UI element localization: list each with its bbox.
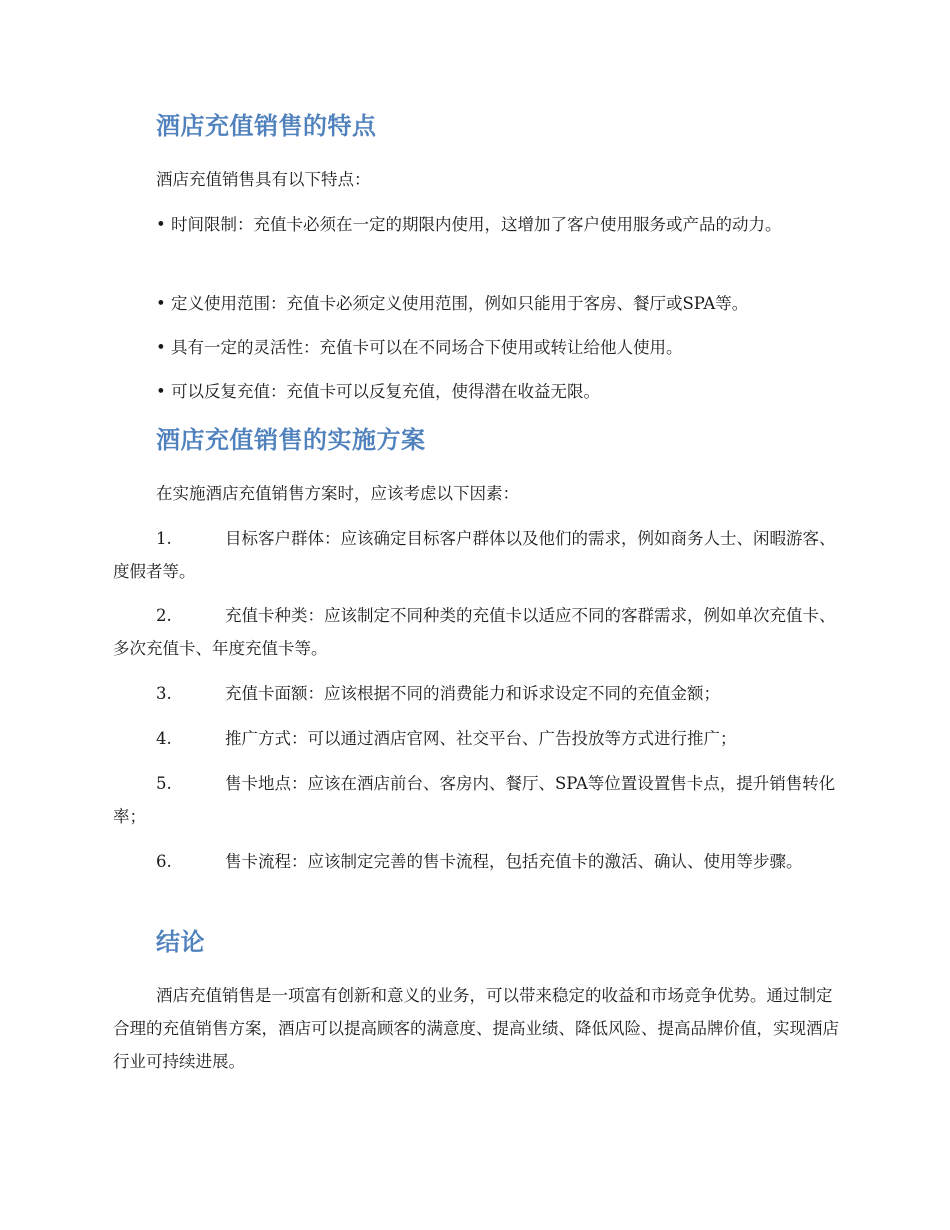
plan-item-text: 充值卡种类：应该制定不同种类的充值卡以适应不同的客群需求，例如单次充值卡、多次充值卡、年度充值卡等。 [113, 606, 836, 658]
plan-item-number: 2. [156, 606, 172, 625]
plan-item-number: 3. [156, 684, 172, 703]
feature-bullet-4: • 可以反复充值：充值卡可以反复充值，使得潜在收益无限。 [156, 382, 600, 401]
feature-bullet-2: • 定义使用范围：充值卡必须定义使用范围，例如只能用于客房、餐厅或SPA等。 [156, 294, 749, 313]
plan-item-text: 推广方式：可以通过酒店官网、社交平台、广告投放等方式进行推广； [225, 729, 737, 748]
section-heading-plan: 酒店充值销售的实施方案 [156, 426, 426, 454]
section-heading-conclusion: 结论 [156, 928, 205, 956]
plan-item-text: 售卡地点：应该在酒店前台、客房内、餐厅、SPA等位置设置售卡点，提升销售转化率； [113, 774, 836, 826]
plan-item-5 [113, 767, 840, 833]
plan-item-text: 售卡流程：应该制定完善的售卡流程，包括充值卡的激活、确认、使用等步骤。 [225, 852, 803, 871]
features-intro: 酒店充值销售具有以下特点： [156, 170, 371, 189]
plan-item-text: 目标客户群体：应该确定目标客户群体以及他们的需求，例如商务人士、闲暇游客、度假者等。 [113, 529, 836, 581]
feature-bullet-1: • 时间限制：充值卡必须在一定的期限内使用，这增加了客户使用服务或产品的动力。 [156, 215, 782, 234]
plan-item-number: 1. [156, 529, 172, 548]
plan-item-1 [113, 522, 840, 588]
plan-item-6 [113, 845, 840, 878]
plan-item-number: 6. [156, 852, 172, 871]
plan-item-3 [113, 677, 840, 710]
conclusion-paragraph: 酒店充值销售是一项富有创新和意义的业务，可以带来稳定的收益和市场竞争优势。通过制定合理的充值销售方案，酒店可以提高顾客的满意度、提高业绩、降低风险、提高品牌价值，实现酒店行业可持续进展。 [113, 986, 839, 1071]
section-heading-features: 酒店充值销售的特点 [156, 112, 377, 140]
plan-item-text: 充值卡面额：应该根据不同的消费能力和诉求设定不同的充值金额； [225, 684, 720, 703]
feature-bullet-3: • 具有一定的灵活性：充值卡可以在不同场合下使用或转让给他人使用。 [156, 338, 683, 357]
plan-item-2 [113, 599, 840, 665]
plan-item-number: 5. [156, 774, 172, 793]
plan-intro: 在实施酒店充值销售方案时，应该考虑以下因素： [156, 484, 519, 503]
plan-item-number: 4. [156, 729, 172, 748]
plan-item-4 [113, 722, 840, 755]
